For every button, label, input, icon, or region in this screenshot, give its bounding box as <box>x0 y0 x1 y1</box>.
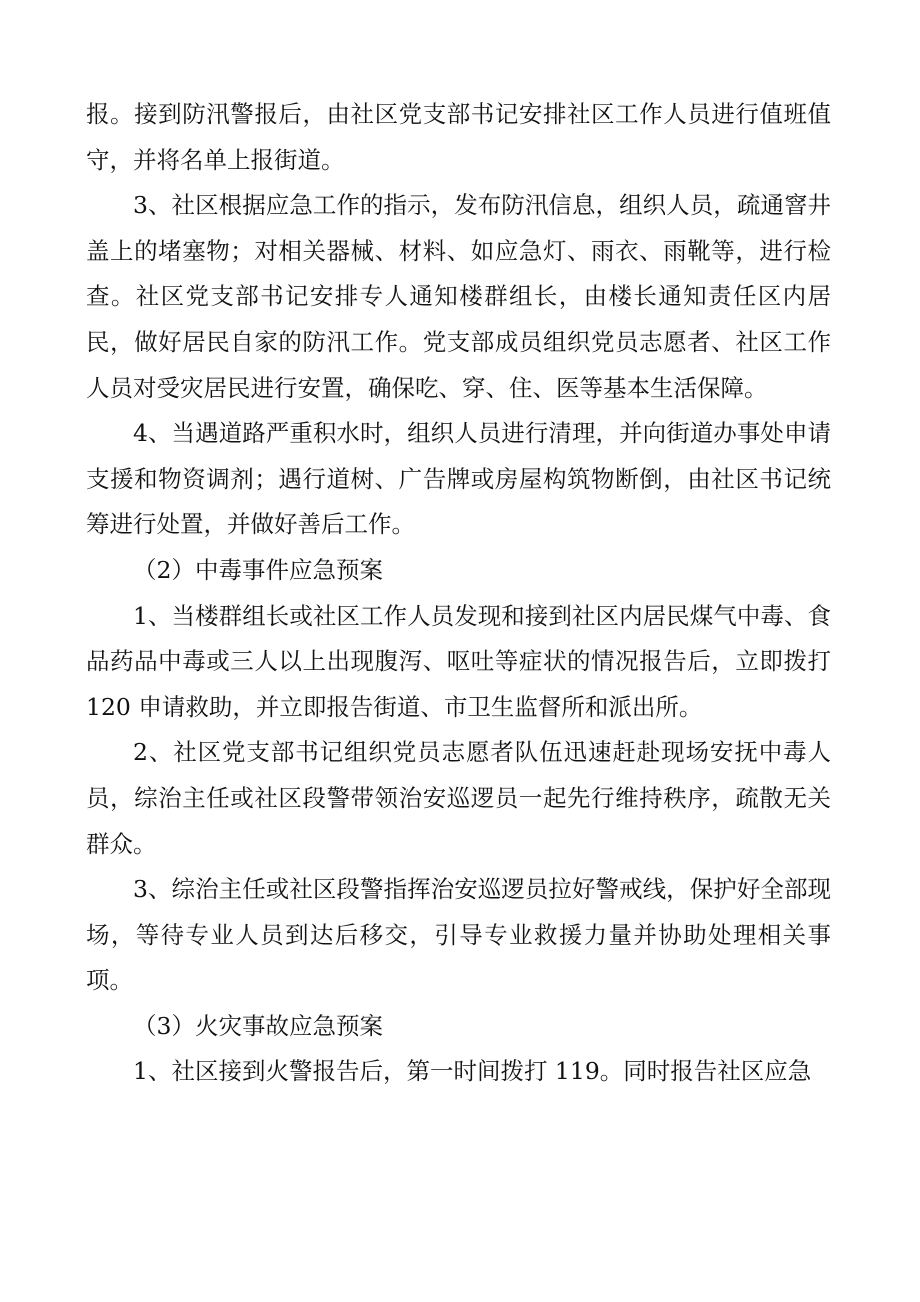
document-page <box>86 92 831 1095</box>
paragraph-flood-step-4: 4、当遇道路严重积水时，组织人员进行清理，并向街道办事处申请支援和物资调剂；遇行道树、广告牌或房屋构筑物断倒，由社区书记统筹进行处置，并做好善后工作。 <box>86 419 831 539</box>
section-heading-poisoning: （2）中毒事件应急预案 <box>133 555 383 584</box>
paragraph-flood-step-3: 3、社区根据应急工作的指示，发布防汛信息，组织人员，疏通窨井盖上的堵塞物；对相关器械、材料、如应急灯、雨衣、雨靴等，进行检查。社区党支部书记安排专人通知楼群组长，由楼长通知责任区内居民，做好居民自家的防汛工作。党支部成员组织党员志愿者、社区工作人员对受灾居民进行安置，确保吃、穿、住、医等基本生活保障。 <box>86 191 831 402</box>
paragraph-continuation: 报。接到防汛警报后，由社区党支部书记安排社区工作人员进行值班值守，并将名单上报街道。 <box>86 100 831 174</box>
paragraph-fire-step-1: 1、社区接到火警报告后，第一时间拨打 119。同时报告社区应急 <box>133 1057 812 1086</box>
paragraph-poisoning-step-2: 2、社区党支部书记组织党员志愿者队伍迅速赶赴现场安抚中毒人员，综治主任或社区段警带领治安巡逻员一起先行维持秩序，疏散无关群众。 <box>86 738 831 858</box>
paragraph-poisoning-step-3: 3、综治主任或社区段警指挥治安巡逻员拉好警戒线，保护好全部现场，等待专业人员到达后移交，引导专业救援力量并协助处理相关事项。 <box>86 875 831 995</box>
paragraph-poisoning-step-1: 1、当楼群组长或社区工作人员发现和接到社区内居民煤气中毒、食品药品中毒或三人以上出现腹泻、呕吐等症状的情况报告后，立即拨打 120 申请救助，并立即报告街道、市卫生监督所和派出所。 <box>86 601 831 721</box>
section-heading-fire: （3）火灾事故应急预案 <box>133 1011 383 1040</box>
